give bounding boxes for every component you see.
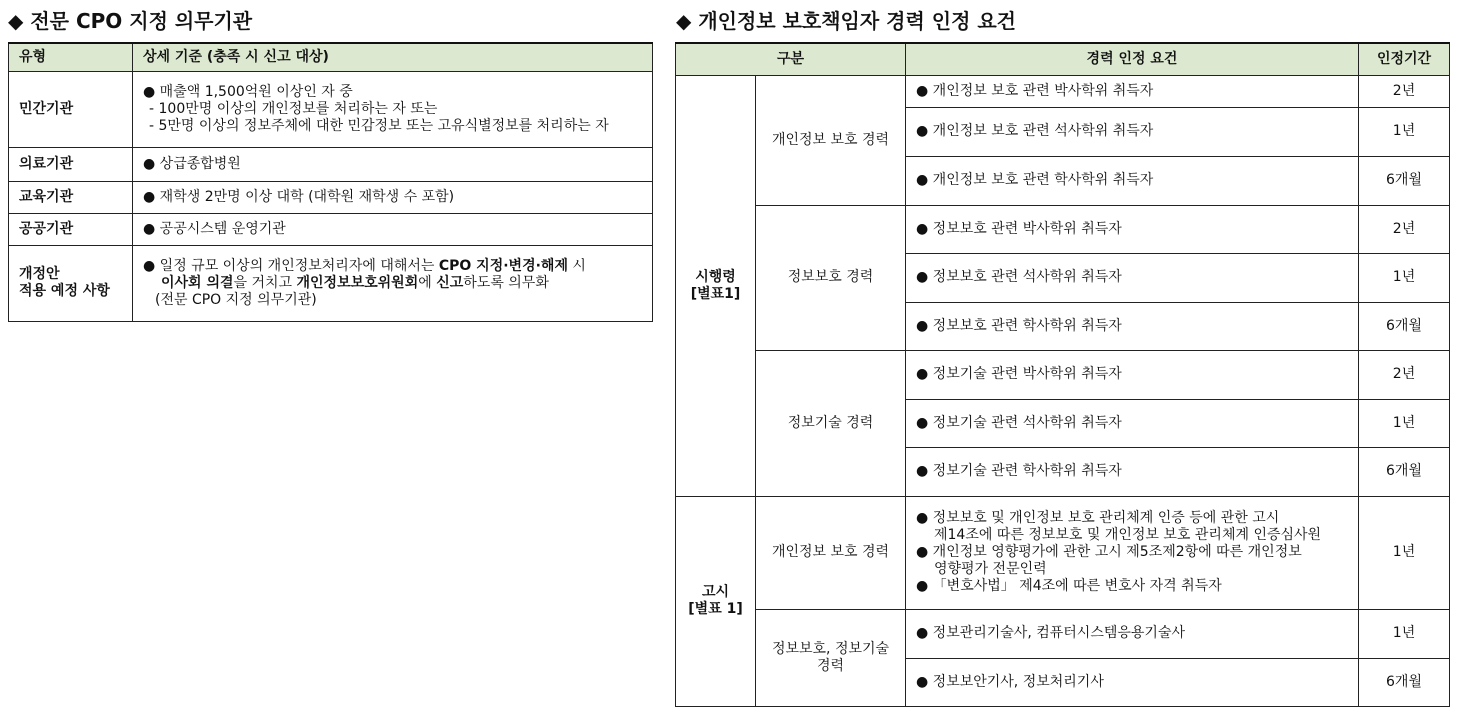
period-cell: 1년 [1359,609,1450,658]
table-row [676,75,1450,107]
table-row [9,213,653,245]
type-cell: 교육기관 [9,181,133,213]
requirement-cell: ● 개인정보 보호 관련 학사학위 취득자 [906,156,1359,205]
table-row [676,350,1450,399]
table-row [9,245,653,321]
right-section-title: ◆ 개인정보 보호책임자 경력 인정 요건 [676,9,1016,33]
requirement-cell: ● 개인정보 보호 관련 석사학위 취득자 [906,107,1359,156]
requirement-line: ● 「변호사법」 제4조에 따른 변호사 자격 취득자 [916,578,1222,594]
period-cell: 1년 [1359,107,1450,156]
requirement-cell: ● 정보기술 관련 박사학위 취득자 [906,350,1359,399]
requirement-cell: ● 정보기술 관련 학사학위 취득자 [906,447,1359,496]
criteria-line: 이사회 의결을 거치고 개인정보보호위원회에 신고하도록 의무화 [161,274,549,291]
criteria-cell: ● 상급종합병원 [133,147,653,181]
period-cell: 6개월 [1359,447,1450,496]
sub-cell: 정보기술 경력 [756,350,906,496]
requirement-line: 영향평가 전문인력 [934,561,1047,577]
type-cell: 민간기관 [9,71,133,147]
requirement-cell [906,496,1359,609]
type-line: 개정안 [19,266,60,282]
period-cell: 6개월 [1359,156,1450,205]
type-cell: 공공기관 [9,213,133,245]
header-type: 유형 [9,43,133,71]
criteria-line: (전문 CPO 지정 의무기관) [155,291,317,308]
requirement-cell: ● 정보기술 관련 석사학위 취득자 [906,399,1359,447]
requirement-cell: ● 정보관리기술사, 컴퓨터시스템응용기술사 [906,609,1359,658]
requirement-cell: ● 개인정보 보호 관련 박사학위 취득자 [906,75,1359,107]
group-line: 시행령 [695,268,736,285]
criteria-line: ● 일정 규모 이상의 개인정보처리자에 대해서는 CPO 지정·변경·해제 시 [143,257,586,274]
type-line: 적용 예정 사항 [19,283,110,299]
sub-cell: 정보보호 경력 [756,205,906,350]
criteria-line: ● 매출액 1,500억원 이상인 자 중 [143,83,353,100]
group-cell-notice [676,496,756,706]
criteria-cell: ● 공공시스템 운영기관 [133,213,653,245]
criteria-line: - 100만명 이상의 개인정보를 처리하는 자 또는 [149,100,438,117]
table-row [9,71,653,147]
type-cell: 의료기관 [9,147,133,181]
period-cell: 2년 [1359,205,1450,253]
requirement-cell: ● 정보보호 관련 석사학위 취득자 [906,253,1359,302]
table-row [676,609,1450,658]
group-line: [별표 1] [688,601,743,617]
sub-cell: 개인정보 보호 경력 [756,75,906,205]
type-cell [9,245,133,321]
sub-line: 경력 [816,657,845,674]
table-row [676,496,1450,609]
requirement-line: 제14조에 따른 정보보호 및 개인정보 보호 관리체계 인증심사원 [934,527,1322,543]
requirement-cell: ● 정보보안기사, 정보처리기사 [906,658,1359,706]
criteria-cell: ● 재학생 2만명 이상 대학 (대학원 재학생 수 포함) [133,181,653,213]
period-cell: 1년 [1359,399,1450,447]
sub-cell: 개인정보 보호 경력 [756,496,906,609]
requirement-line: ● 개인정보 영향평가에 관한 고시 제5조제2항에 따른 개인정보 [916,544,1302,560]
header-criteria: 상세 기준 (충족 시 신고 대상) [133,43,653,71]
left-section-title: ◆ 전문 CPO 지정 의무기관 [8,9,253,33]
criteria-cell [133,71,653,147]
requirement-cell: ● 정보보호 관련 박사학위 취득자 [906,205,1359,253]
requirement-line: ● 정보보호 및 개인정보 보호 관리체계 인증 등에 관한 고시 [916,510,1280,526]
header-requirement: 경력 인정 요건 [906,43,1359,75]
header-period: 인정기간 [1359,43,1450,75]
period-cell: 6개월 [1359,658,1450,706]
period-cell: 1년 [1359,496,1450,609]
group-line: 고시 [701,584,730,600]
header-category: 구분 [676,43,906,75]
table-row [9,181,653,213]
period-cell: 1년 [1359,253,1450,302]
table-row [9,147,653,181]
sub-cell [756,609,906,706]
period-cell: 6개월 [1359,302,1450,350]
requirement-cell: ● 정보보호 관련 학사학위 취득자 [906,302,1359,350]
sub-line: 정보보호, 정보기술 [771,640,890,657]
period-cell: 2년 [1359,350,1450,399]
period-cell: 2년 [1359,75,1450,107]
cpo-institution-table [8,42,653,322]
career-requirement-table [675,42,1450,707]
criteria-line: - 5만명 이상의 정보주체에 대한 민감정보 또는 고유식별정보를 처리하는 자 [149,117,609,134]
group-cell-decree [676,75,756,496]
criteria-cell [133,245,653,321]
group-line: [별표1] [690,285,741,302]
table-row [676,205,1450,253]
